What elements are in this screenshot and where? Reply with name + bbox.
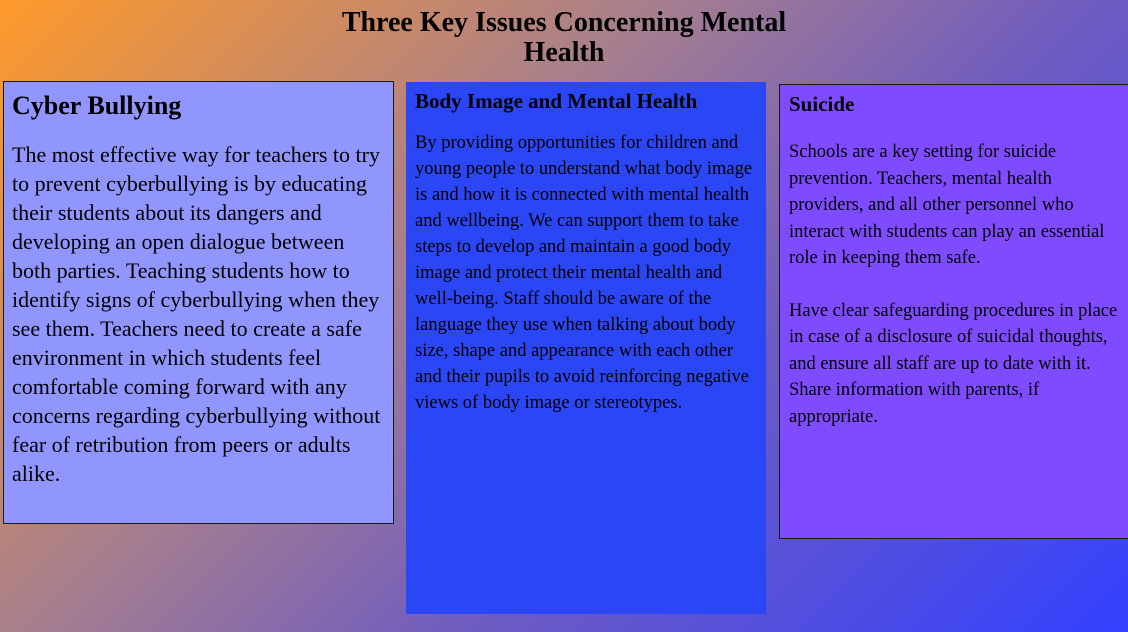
page-title [0, 8, 1128, 68]
suicide-paragraph-2: Have clear safeguarding procedures in place in case of a disclosure of suicidal thoughts, and ensure all staff are up to date with it. Share information with parents, if appropriate. [789, 300, 1118, 427]
cyber-bullying-text: The most effective way for teachers to try to prevent cyberbullying is by educating their students about its dangers and developing an open dialogue between both parties. Teaching students how to identify signs of cyberbullying when they see them. Teachers need to create a safe environment in which students feel comfortable coming forward with any concerns regarding cyberbullying without fear of retribution from peers or adults alike. [12, 142, 381, 486]
page-title-text: Three Key Issues Concerning Mental Health [341, 7, 787, 68]
suicide-box [779, 84, 1128, 539]
suicide-title: Suicide [789, 92, 855, 116]
body-image-title: Body Image and Mental Health [415, 89, 698, 113]
cyber-bullying-title: Cyber Bullying [12, 91, 182, 120]
body-image-box [406, 82, 766, 614]
suicide-paragraph-1: Schools are a key setting for suicide prevention. Teachers, mental health providers, and all other personnel who interact with students can play an essential role in keeping them safe. [789, 142, 1105, 268]
cyber-bullying-box [3, 81, 394, 524]
body-image-text: By providing opportunities for children and young people to understand what body image is and how it is connected with mental health and wellbeing. We can support them to take steps to develop and maintain a good body image and protect their mental health and well-being. Staff should be aware of the language they use when talking about body size, shape and appearance with each other and their pupils to avoid reinforcing negative views of body image or stereotypes. [415, 133, 753, 413]
